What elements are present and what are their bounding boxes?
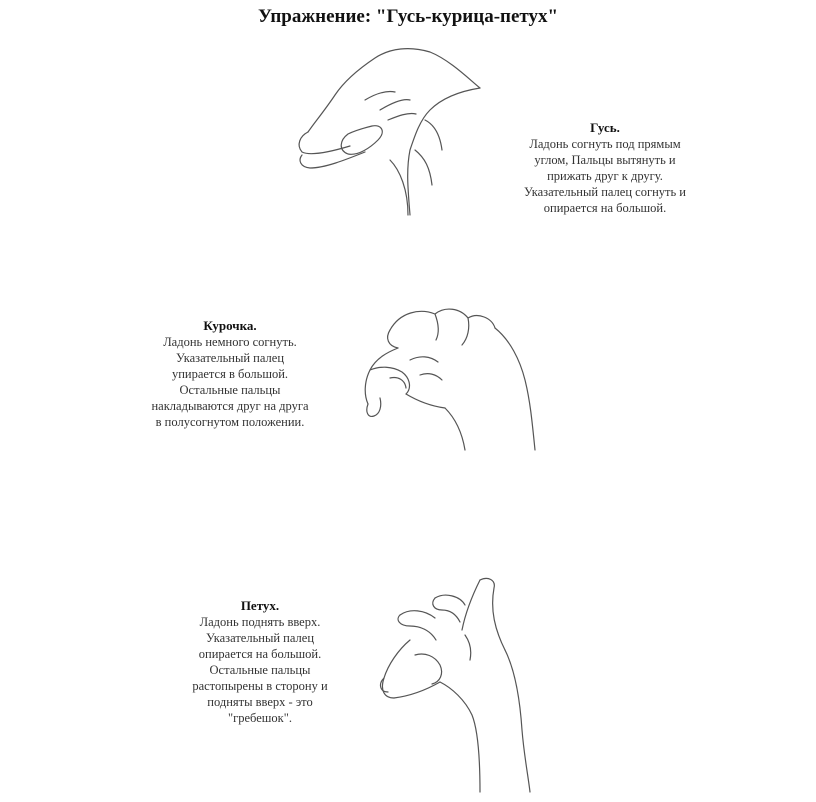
hen-line: Указательный палец [175, 351, 285, 365]
hen-heading: Курочка. [203, 318, 257, 333]
hen-description [115, 318, 345, 430]
rooster-line: растопырены в сторону и [192, 679, 328, 693]
goose-line: Указательный палец согнуть и [524, 185, 686, 199]
rooster-line: Остальные пальцы [209, 663, 311, 677]
rooster-line: "гребешок". [228, 711, 292, 725]
rooster-hand-illustration [370, 570, 550, 795]
rooster-description [150, 598, 370, 726]
goose-hand-illustration [290, 40, 500, 225]
hen-line: упирается в большой. [171, 367, 289, 381]
goose-description [490, 120, 720, 216]
goose-heading: Гусь. [590, 120, 620, 135]
hen-line: в полусогнутом положении. [155, 415, 305, 429]
rooster-line: Указательный палец [205, 631, 315, 645]
rooster-line: Ладонь поднять вверх. [199, 615, 321, 629]
page-title: Упражнение: "Гусь-курица-петух" [257, 6, 559, 27]
hen-line: Ладонь немного согнуть. [163, 335, 297, 349]
goose-line: опирается на большой. [543, 201, 667, 215]
goose-line: Ладонь согнуть под прямым [529, 137, 681, 151]
rooster-line: подняты вверх - это [207, 695, 313, 709]
goose-line: углом, Пальцы вытянуть и [534, 153, 676, 167]
hen-line: накладываются друг на друга [151, 399, 309, 413]
rooster-heading: Петух. [240, 598, 280, 613]
hen-line: Остальные пальцы [179, 383, 281, 397]
hen-hand-illustration [350, 300, 550, 460]
rooster-line: опирается на большой. [198, 647, 322, 661]
goose-line: прижать друг к другу. [547, 169, 663, 183]
